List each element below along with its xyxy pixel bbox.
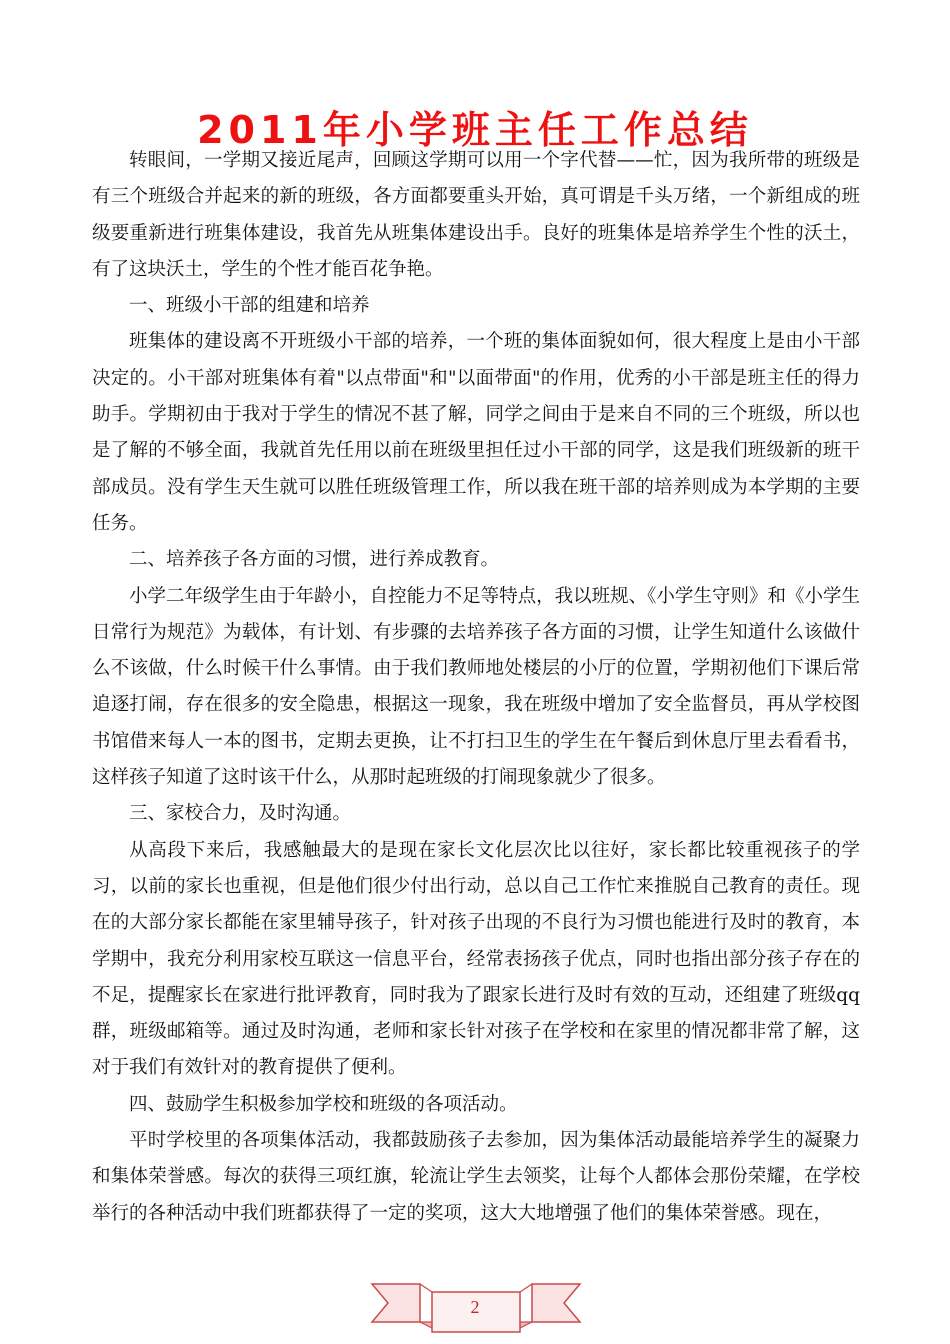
paragraph-section-3: 从高段下来后，我感触最大的是现在家长文化层次比以往好，家长都比较重视孩子的学习，以前的家长也重视，但是他们很少付出行动，总以自己工作忙来推脱自己教育的责任。现在的大部分家长都能在家里辅导孩子，针对孩子出现的不良行为习惯也能进行及时的教育，本学期中，我充分利用家校互联这一信息平台，经常表扬孩子优点，同时也指出部分孩子存在的不足，提醒家长在家进行批评教育，同时我为了跟家长进行及时有效的互动，还组建了班级qq群，班级邮箱等。通过及时沟通，老师和家长针对孩子在学校和在家里的情况都非常了解，这对于我们有效针对的教育提供了便利。 — [92, 839, 860, 1079]
section-heading-2: 二、培养孩子各方面的习惯，进行养成教育。 — [129, 549, 500, 571]
paragraph-intro: 转眼间，一学期又接近尾声，回顾这学期可以用一个字代替——忙，因为我所带的班级是有三个班级合并起来的新的班级，各方面都要重头开始，真可谓是千头万绪，一个新组成的班级要重新进行班集体建设，我首先从班集体建设出手。良好的班集体是培养学生个性的沃土，有了这块沃土，学生的个性才能百花争艳。 — [92, 150, 860, 280]
page-number: 2 — [470, 1297, 480, 1317]
paragraph-section-1: 班集体的建设离不开班级小干部的培养，一个班的集体面貌如何，很大程度上是由小干部决定的。小干部对班集体有着"以点带面"和"以面带面"的作用，优秀的小干部是班主任的得力助手。学期初由于我对于学生的情况不甚了解，同学之间由于是来自不同的三个班级，所以也是了解的不够全面，我就首先任用以前在班级里担任过小干部的同学，这是我们班级新的班干部成员。没有学生天生就可以胜任班级管理工作，所以我在班干部的培养则成为本学期的主要任务。 — [92, 331, 860, 534]
section-heading-4: 四、鼓励学生积极参加学校和班级的各项活动。 — [129, 1093, 518, 1115]
section-heading-1: 一、班级小干部的组建和培养 — [129, 295, 370, 317]
section-heading-3: 三、家校合力，及时沟通。 — [129, 803, 352, 825]
paragraph-section-4: 平时学校里的各项集体活动，我都鼓励孩子去参加，因为集体活动最能培养学生的凝聚力和集体荣誉感。每次的获得三项红旗，轮流让学生去领奖，让每个人都体会那份荣耀，在学校举行的各种活动中我们班都获得了一定的奖项，这大大地增强了他们的集体荣誉感。现在， — [92, 1130, 860, 1224]
document-body — [92, 143, 860, 1232]
document-title: 2011年小学班主任工作总结 — [197, 108, 753, 152]
paragraph-section-2: 小学二年级学生由于年龄小，自控能力不足等特点，我以班规、《小学生守则》和《小学生日常行为规范》为载体，有计划、有步骤的去培养孩子各方面的习惯，让学生知道什么该做什么不该做，什么时候干什么事情。由于我们教师地处楼层的小厅的位置，学期初他们下课后常追逐打闹，存在很多的安全隐患，根据这一现象，我在班级中增加了安全监督员，再从学校图书馆借来每人一本的图书，定期去更换，让不打扫卫生的学生在午餐后到休息厅里去看看书，这样孩子知道了这时该干什么，从那时起班级的打闹现象就少了很多。 — [92, 585, 860, 789]
